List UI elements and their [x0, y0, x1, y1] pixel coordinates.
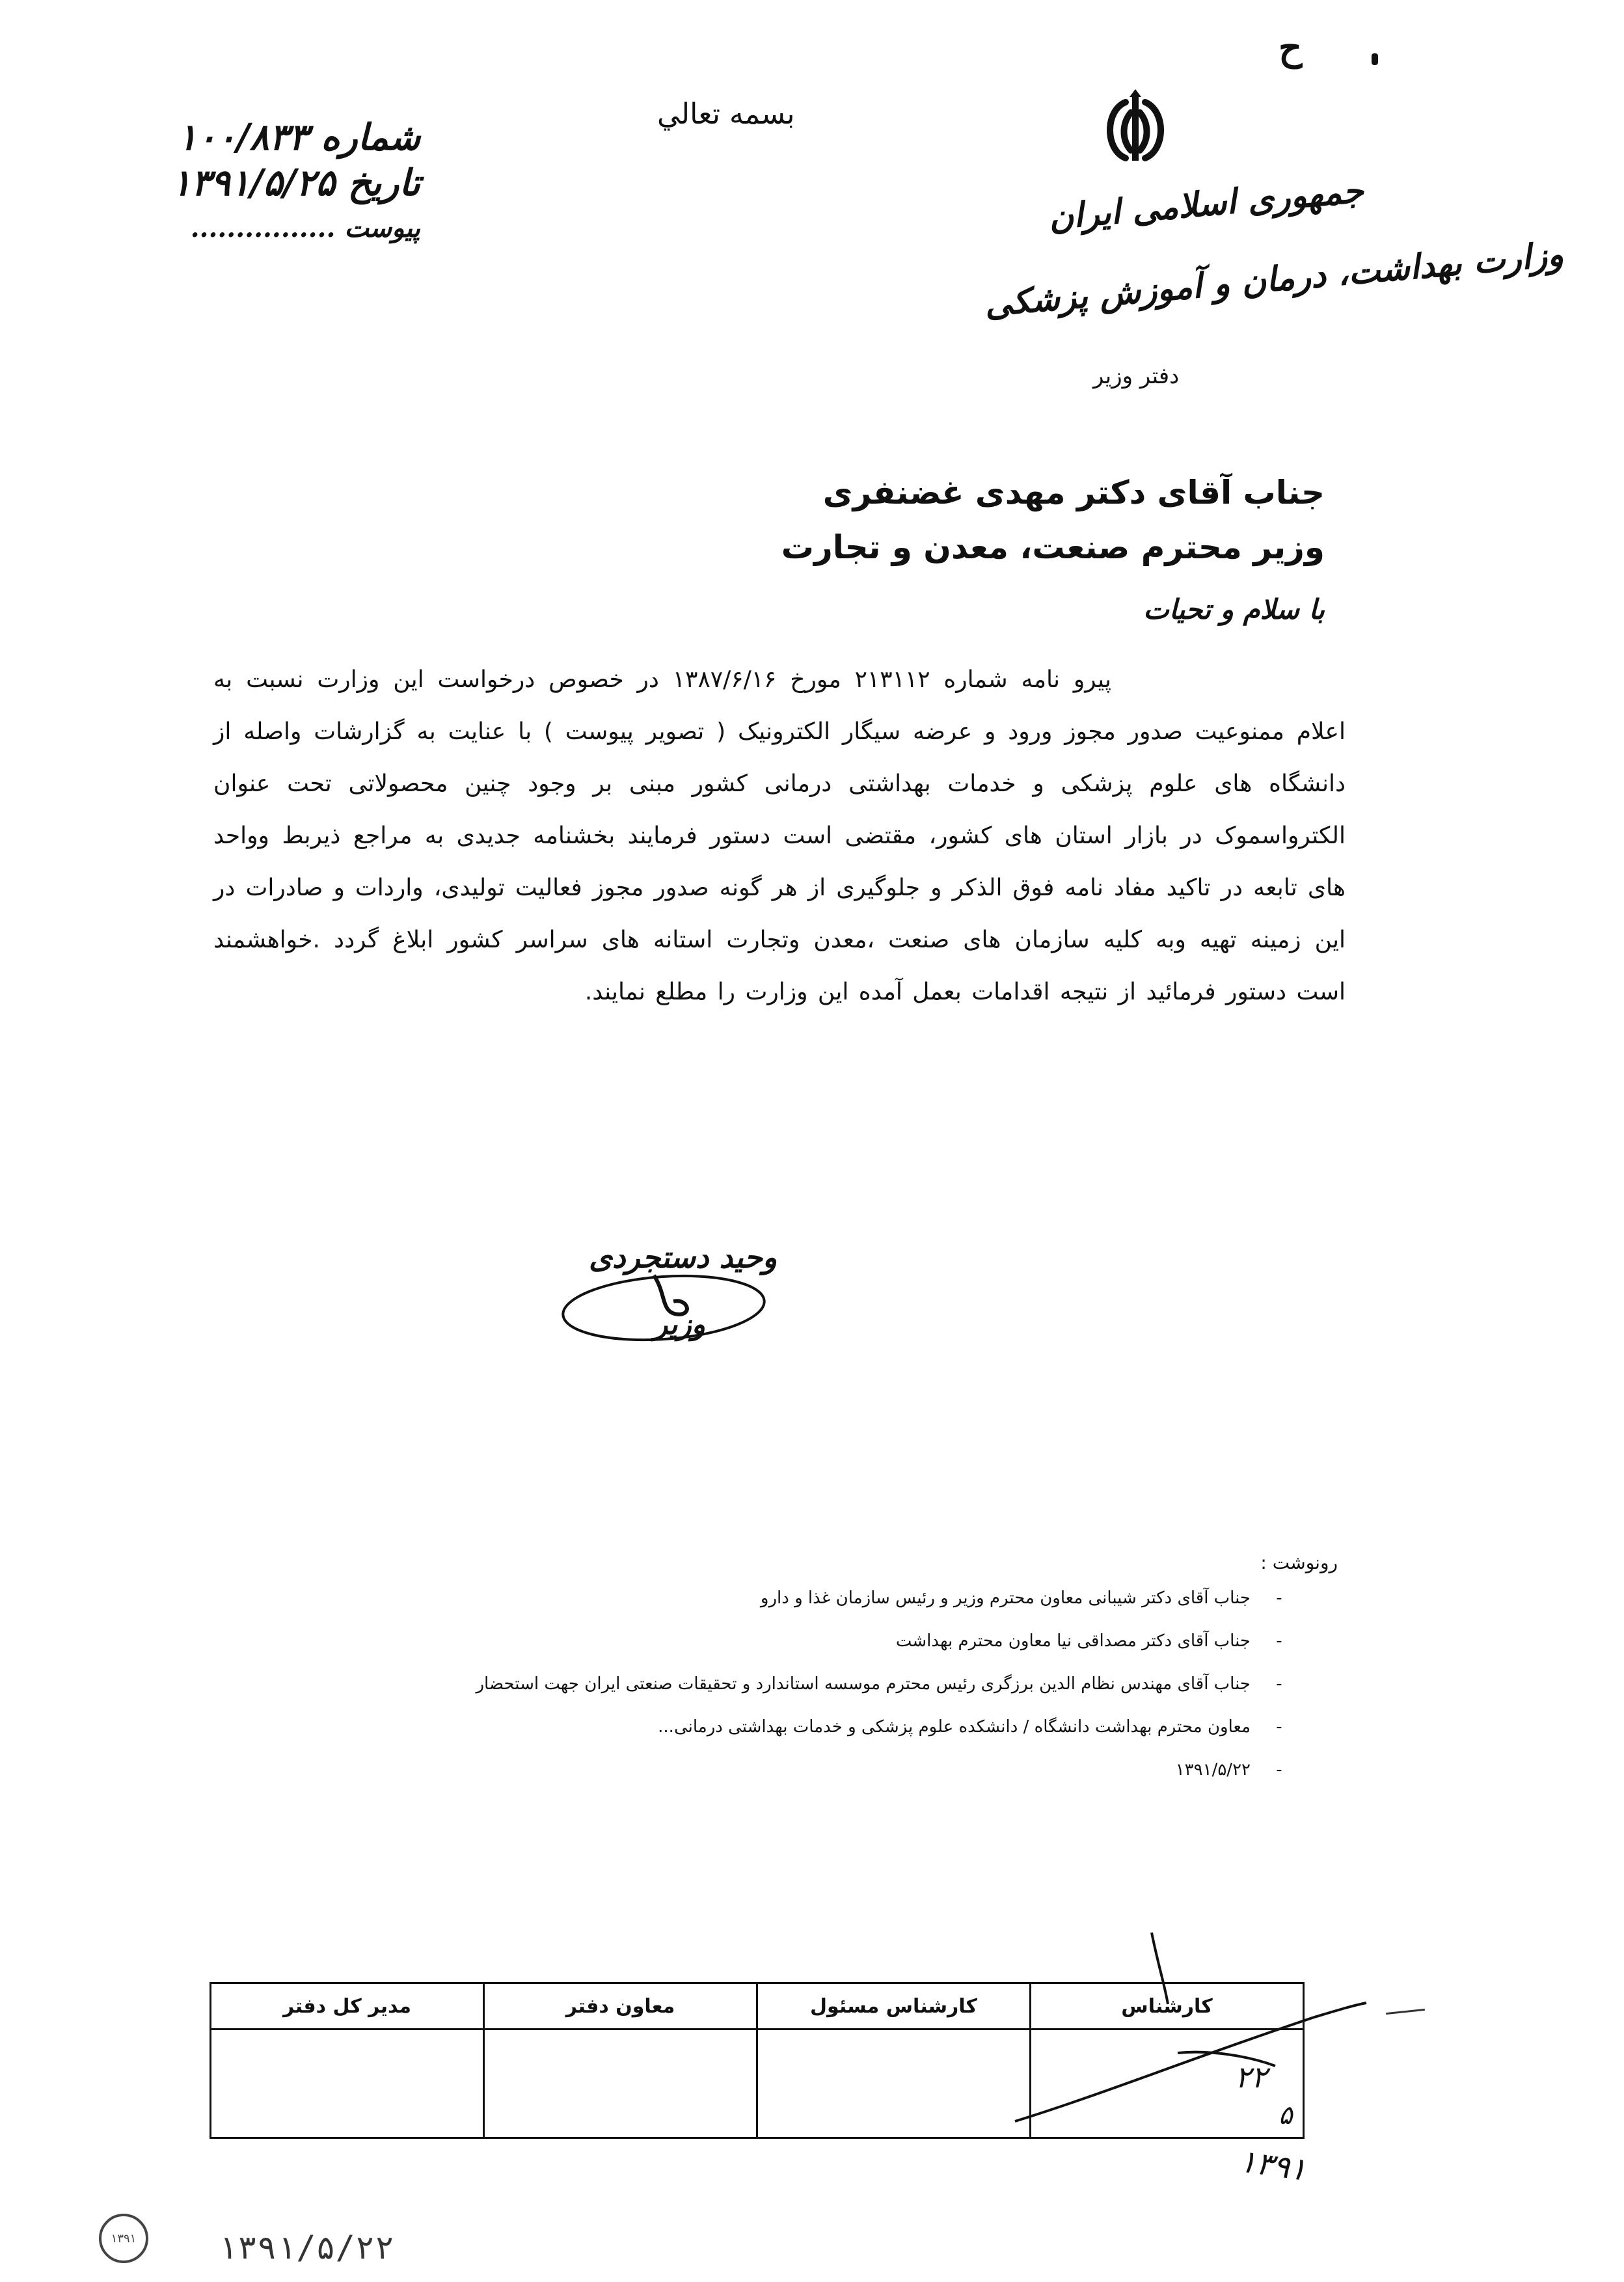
cc-dash: - [1276, 1674, 1282, 1694]
cc-item: -معاون محترم بهداشت دانشگاه / دانشکده علوم پزشکی و خدمات بهداشتی درمانی... [476, 1705, 1292, 1748]
cc-dash: - [1276, 1717, 1282, 1737]
letter-body: پیرو نامه شماره ۲۱۳۱۱۲ مورخ ۱۳۸۷/۶/۱۶ در خصوص درخواست این وزارت نسبت به اعلام ممنوعیت صدور مجوز ورود و عرضه سیگار الکترونیک ( تصویر پیوست ) با عنایت به گزارشات واصله از دانشگاه های علوم پزشکی و خدمات بهداشتی درمانی کشور مبنی بر وجود چنین محصولاتی تحت عنوان الکترواسموک در بازار استان های کشور، مقتضی است دستور فرمایند بخشنامه جدیدی به مراجع ذیربط وواحد های تابعه در تاکید مفاد نامه فوق الذکر و جلوگیری از هر گونه صدور مجوز فعالیت تولیدی، واردات و صادرات در این زمینه تهیه وبه کلیه سازمان های صنعت ،معدن وتجارت استانه های سراسر کشور ابلاغ گردد .خواهشمند است دستور فرمائید از نتیجه اقدامات بعمل آمده این وزارت را مطلع نمایند. [213, 666, 1346, 1005]
approvals-header-director: مدیر کل دفتر [211, 1983, 484, 2030]
cc-item: -۱۳۹۱/۵/۲۲ [476, 1748, 1292, 1791]
cc-item: -جناب آقای دکتر مصداقی نیا معاون محترم بهداشت [476, 1620, 1292, 1663]
signer-name: وحید دستجردی [589, 1240, 778, 1275]
handwritten-month: ۵ [1279, 2100, 1293, 2130]
stamp-circle [99, 2214, 148, 2263]
cc-item: -جناب آقای مهندس نظام الدین برزگری رئیس محترم موسسه استاندارد و تحقیقات صنعتی ایران جهت استحضار [476, 1663, 1292, 1705]
bismillah: بسمه تعالي [657, 98, 795, 131]
handwritten-day: ۲۲ [1235, 2059, 1267, 2095]
handwritten-strokes-icon [1002, 1926, 1425, 2141]
signer-title: وزیر [654, 1308, 706, 1341]
cc-title: رونوشت : [1260, 1552, 1338, 1573]
letter-number: شماره ۱۰۰/۸۳۳ [177, 116, 420, 159]
country-name: جمهوری اسلامی ایران [1047, 170, 1366, 238]
cc-dash: - [1276, 1588, 1282, 1608]
ministry-name: وزارت بهداشت، درمان و آموزش پزشکی [982, 234, 1565, 325]
office-label: دفتر وزیر [1093, 363, 1180, 389]
approvals-header-deputy: معاون دفتر [484, 1983, 757, 2030]
handwritten-year: ۱۳۹۱ [1237, 2143, 1309, 2188]
approvals-header-senior-expert: کارشناس مسئول [757, 1983, 1031, 2030]
addressee-name: جناب آقای دکتر مهدی غضنفری [822, 474, 1325, 511]
addressee-block [781, 465, 1325, 575]
top-mark: ح [1279, 26, 1303, 69]
corner-dot [1372, 53, 1378, 65]
approvals-cell-deputy [484, 2030, 757, 2138]
salutation: با سلام و تحیات [1143, 593, 1325, 625]
approvals-cell-senior-expert [757, 2030, 1031, 2138]
letter-attachment: پیوست ................ [190, 213, 420, 243]
footer-date: ۱۳۹۱/۵/۲۲ [218, 2229, 394, 2266]
iran-emblem-icon [1100, 88, 1171, 169]
meta-block [172, 115, 420, 251]
addressee-title: وزیر محترم صنعت، معدن و تجارت [781, 528, 1325, 566]
cc-dash: - [1276, 1760, 1282, 1780]
stamp-text: ۱۳۹۱ [111, 2231, 137, 2246]
approvals-cell-director [211, 2030, 484, 2138]
letter-date: تاریخ ۱۳۹۱/۵/۲۵ [171, 161, 420, 204]
cc-dash: - [1276, 1631, 1282, 1651]
cc-item: -جناب آقای دکتر شیبانی معاون محترم وزیر و رئیس سازمان غذا و دارو [476, 1577, 1292, 1620]
approvals-header-expert: کارشناس [1031, 1983, 1304, 2030]
cc-list [476, 1577, 1292, 1791]
